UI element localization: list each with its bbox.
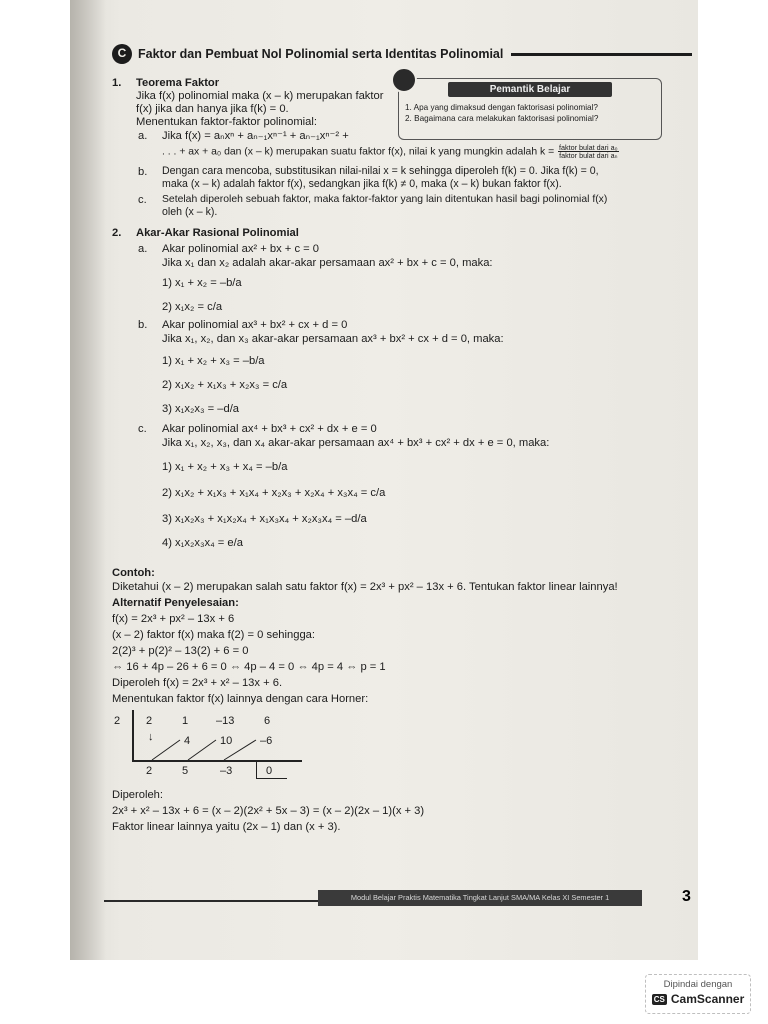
akar-c-title: Akar polinomial ax⁴ + bx³ + cx² + dx + e = 0: [162, 423, 377, 435]
horner-r2-c4: –6: [260, 735, 273, 747]
akar-b-rule-2: 2) x₁x₂ + x₁x₃ + x₂x₃ = c/a: [162, 379, 288, 391]
contoh-result-1: 2x³ + x² – 13x + 6 = (x – 2)(2x² + 5x – 3) = (x – 2)(2x – 1)(x + 3): [112, 805, 425, 817]
contoh-step-6: Menentukan faktor f(x) lainnya dengan cara Horner:: [112, 693, 369, 705]
teorema-b-line-1: Dengan cara mencoba, substitusikan nilai-nilai x = k sehingga diperoleh f(k) = 0. Jika f(k) = 0,: [162, 165, 599, 177]
akar-c-marker: c.: [138, 423, 147, 435]
pemantik-title: Pemantik Belajar: [448, 82, 612, 97]
teorema-a-text: . . . + ax + a₀ dan (x – k) merupakan suatu faktor f(x), nilai k yang mungkin adalah k =: [162, 146, 555, 158]
horner-r1-c1: 2: [146, 715, 153, 727]
down-arrow-icon: ↓: [148, 731, 154, 743]
pemantik-question-2: 2. Bagaimana cara melakukan faktorisasi polinomial?: [405, 113, 599, 123]
page-number: 3: [682, 888, 691, 905]
teorema-a-line-2: [162, 144, 620, 159]
item-a-marker: a.: [138, 130, 148, 142]
section-rule: [511, 53, 692, 56]
akar-number: 2.: [112, 227, 122, 239]
section-title: Faktor dan Pembuat Nol Polinomial serta Identitas Polinomial: [138, 46, 504, 61]
camscanner-logo-icon: CS: [653, 994, 665, 1004]
akar-b-title: Akar polinomial ax³ + bx² + cx + d = 0: [162, 319, 348, 331]
horner-r3-c1: 2: [146, 765, 153, 777]
contoh-step-3: 2(2)³ + p(2)² – 13(2) + 6 = 0: [112, 645, 249, 657]
contoh-step-4: ⇔ 16 + 4p – 26 + 6 = 0 ⇔ 4p – 4 = 0 ⇔ 4p = 4 ⇔ p = 1: [112, 661, 386, 673]
akar-b-intro: Jika x₁, x₂, dan x₃ akar-akar persamaan ax³ + bx² + cx + d = 0, maka:: [162, 333, 504, 345]
horner-r3-c2: 5: [182, 765, 189, 777]
akar-b-rule-3: 3) x₁x₂x₃ = –d/a: [162, 403, 240, 415]
contoh-step-2: (x – 2) faktor f(x) maka f(2) = 0 sehingga:: [112, 629, 316, 641]
section-letter-badge: C: [112, 44, 132, 64]
horner-r1-c4: 6: [264, 715, 271, 727]
scan-brand-name: CamScanner: [670, 992, 745, 1006]
page-content: [112, 44, 692, 866]
teorema-line-3: Menentukan faktor-faktor polinomial:: [136, 116, 317, 128]
akar-title: Akar-Akar Rasional Polinomial: [136, 227, 299, 239]
horner-r3-c3: –3: [220, 765, 233, 777]
k-fraction-bottom: faktor bulat dari aₙ: [559, 151, 618, 161]
horner-divisor: 2: [114, 715, 121, 727]
akar-c-rule-1: 1) x₁ + x₂ + x₃ + x₄ = –b/a: [162, 461, 288, 473]
horner-r2-c3: 10: [220, 735, 233, 747]
scanned-page: [70, 0, 698, 960]
akar-b-marker: b.: [138, 319, 148, 331]
k-fraction: [558, 144, 619, 159]
contoh-step-5: Diperoleh f(x) = 2x³ + x² – 13x + 6.: [112, 677, 283, 689]
teorema-faktor: [112, 76, 692, 226]
contoh-result-2: Faktor linear lainnya yaitu (2x – 1) dan (x + 3).: [112, 821, 341, 833]
pemantik-question-1: 1. Apa yang dimaksud dengan faktorisasi polinomial?: [405, 103, 598, 112]
teorema-c-line-1: Setelah diperoleh sebuah faktor, maka faktor-faktor yang lain ditentukan hasil bagi polinomial f(x): [162, 194, 608, 205]
teorema-title: Teorema Faktor: [136, 77, 220, 89]
camscanner-watermark: [645, 974, 751, 1014]
horner-remainder-box: [256, 760, 287, 779]
horner-r1-c2: 1: [182, 715, 189, 727]
teorema-a-line-1: Jika f(x) = aₙxⁿ + aₙ₋₁xⁿ⁻¹ + aₙ₋₁xⁿ⁻² +: [162, 130, 349, 142]
teorema-c-line-2: oleh (x – k).: [162, 206, 218, 218]
scan-brand: [646, 992, 750, 1006]
akar-c-rule-2: 2) x₁x₂ + x₁x₃ + x₁x₄ + x₂x₃ + x₂x₄ + x₃x₄ = c/a: [162, 487, 386, 499]
contoh-soal: Diketahui (x – 2) merupakan salah satu faktor f(x) = 2x³ + px² – 13x + 6. Tentukan faktor linear lainnya!: [112, 581, 618, 593]
akar-a-rule-2: 2) x₁x₂ = c/a: [162, 301, 223, 313]
akar-a-title: Akar polinomial ax² + bx + c = 0: [162, 243, 320, 255]
teorema-line-2: f(x) jika dan hanya jika f(k) = 0.: [136, 103, 289, 115]
akar-c-intro: Jika x₁, x₂, x₃, dan x₄ akar-akar persamaan ax⁴ + bx³ + cx² + dx + e = 0, maka:: [162, 437, 550, 449]
item-c-marker: c.: [138, 194, 147, 206]
item-b-marker: b.: [138, 166, 148, 178]
page-footer: [104, 888, 691, 910]
contoh: [112, 566, 692, 866]
horner-r1-c3: –13: [216, 715, 235, 727]
akar-c-rule-3: 3) x₁x₂x₃ + x₁x₂x₄ + x₁x₃x₄ + x₂x₃x₄ = –d/a: [162, 513, 367, 525]
akar-a-intro: Jika x₁ dan x₂ adalah akar-akar persamaan ax² + bx + c = 0, maka:: [162, 257, 493, 269]
horner-table: [112, 710, 312, 780]
footer-book-title: Modul Belajar Praktis Matematika Tingkat Lanjut SMA/MA Kelas XI Semester 1: [318, 890, 642, 906]
horner-remainder: 0: [266, 765, 273, 777]
section-header: [112, 44, 692, 64]
horner-r2-c2: 4: [184, 735, 191, 747]
teorema-line-1: Jika f(x) polinomial maka (x – k) merupakan faktor: [136, 90, 384, 102]
contoh-step-1: f(x) = 2x³ + px² – 13x + 6: [112, 613, 235, 625]
teorema-b-line-2: maka (x – k) adalah faktor f(x), sedangkan jika f(k) ≠ 0, maka (x – k) bukan faktor f(x).: [162, 178, 562, 190]
akar-rasional: [112, 226, 692, 566]
scan-caption: Dipindai dengan: [663, 979, 733, 990]
contoh-diperoleh: Diperoleh:: [112, 789, 163, 801]
akar-a-rule-1: 1) x₁ + x₂ = –b/a: [162, 277, 242, 289]
contoh-title: Contoh:: [112, 567, 155, 579]
contoh-alt-title: Alternatif Penyelesaian:: [112, 597, 239, 609]
akar-c-rule-4: 4) x₁x₂x₃x₄ = e/a: [162, 537, 243, 549]
akar-b-rule-1: 1) x₁ + x₂ + x₃ = –b/a: [162, 355, 265, 367]
akar-a-marker: a.: [138, 243, 148, 255]
k-fraction-top: faktor bulat dari a₀: [559, 143, 618, 152]
teorema-number: 1.: [112, 77, 122, 89]
